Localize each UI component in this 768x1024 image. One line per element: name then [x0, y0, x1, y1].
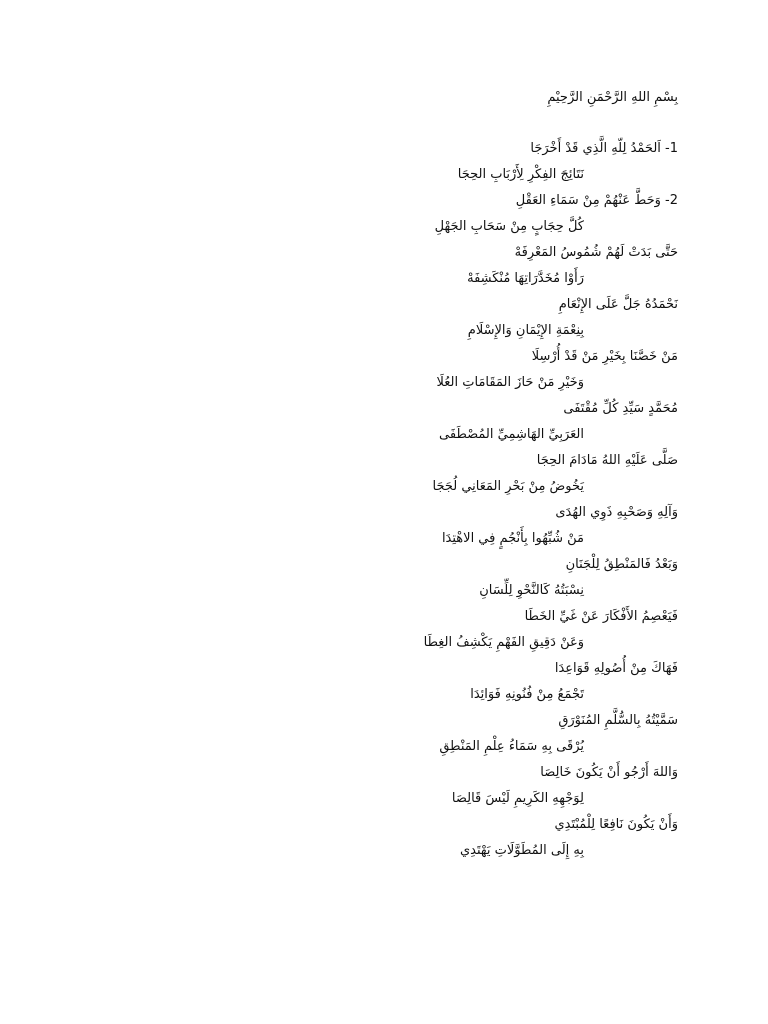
- verse-line-8: بِنِعْمَةِ الإِيْمَانِ وَالإِسْلَامِ: [467, 323, 584, 338]
- verse-line-6: رَأَوْا مُخَدَّرَاتِهَا مُنْكَشِفَهْ: [467, 271, 584, 286]
- basmala: بِسْمِ اللهِ الرَّحْمَنِ الرَّحِيْمِ: [547, 90, 678, 105]
- verse-line-26: لِوَجْهِهِ الكَرِيمِ لَيْسَ قَالِصَا: [451, 791, 584, 806]
- verse-line-15: وَآلِهِ وَصَحْبِهِ ذَوِي الهُدَى: [555, 505, 678, 520]
- verse-line-3: 2- وَحَطَّ عَنْهُمْ مِنْ سَمَاءِ العَقْلِ: [515, 193, 678, 208]
- verse-line-21: فَهَاكَ مِنْ أُصُولِهِ قَوَاعِدَا: [554, 661, 678, 676]
- verse-line-7: نَحْمَدُهُ جَلَّ عَلَى الإِنْعَامِ: [558, 297, 678, 312]
- verse-line-19: فَيَعْصِمُ الأَفْكَارَ عَنْ غَيِّ الخَطَا: [524, 609, 678, 624]
- verse-line-23: سَمَّيْتُهُ بِالسُّلَّمِ المُنَوْرَقِ: [558, 713, 678, 728]
- verse-line-4: كُلَّ حِجَابٍ مِنْ سَحَابِ الجَهْلِ: [434, 219, 584, 234]
- verse-line-16: مَنْ شُبِّهُوا بِأَنْجُمٍ فِي الاهْتِدَا: [441, 531, 584, 546]
- verse-line-18: نِسْبَتُهُ كَالنَّحْوِ لِلِّسَانِ: [479, 583, 584, 598]
- verse-line-10: وَخَيْرِ مَنْ حَازَ المَقَامَاتِ العُلَا: [436, 375, 584, 390]
- verse-line-9: مَنْ خَصَّنَا بِخَيْرِ مَنْ قَدْ أُرْسِلَا: [531, 349, 678, 364]
- verse-line-20: وَعَنْ دَقِيقِ الفَهْمِ يَكْشِفُ الغِطَا: [423, 635, 584, 650]
- verse-line-28: بِهِ إِلَى المُطَوَّلَاتِ يَهْتَدِي: [459, 843, 584, 858]
- verse-line-27: وَأَنْ يَكُونَ نَافِعًا لِلْمُبْتَدِي: [554, 817, 678, 832]
- verse-line-24: يُرْقَى بِهِ سَمَاءُ عِلْمِ المَنْطِقِ: [439, 739, 584, 754]
- verse-line-12: العَرَبِيِّ الهَاشِمِيِّ المُصْطَفَى: [439, 427, 584, 442]
- verse-line-11: مُحَمَّدٍ سَيِّدِ كُلِّ مُقْتَفَى: [563, 401, 678, 416]
- verse-line-1: 1- اَلحَمْدُ لِلّهِ الَّذِي قَدْ أَخْرَجَا: [530, 141, 678, 156]
- verse-line-22: تَجْمَعُ مِنْ فُنُونِهِ فَوَائِدَا: [470, 687, 584, 702]
- verse-line-2: نَتَائِجَ الفِكْرِ لِأَرْبَابِ الحِجَا: [457, 167, 584, 182]
- verse-line-13: صَلَّى عَلَيْهِ اللهُ مَادَامَ الحِجَا: [536, 453, 678, 468]
- verse-line-25: وَاللهَ أَرْجُو أَنْ يَكُونَ خَالِصَا: [540, 765, 678, 780]
- verse-line-5: حَتَّى بَدَتْ لَهُمْ شُمُوسُ المَعْرِفَهْ: [514, 245, 678, 260]
- verse-line-17: وَبَعْدُ فَالمَنْطِقُ لِلْجَنَانِ: [565, 557, 678, 572]
- verse-line-14: يَخُوضُ مِنْ بَحْرِ المَعَانِي لُجَجَا: [432, 479, 584, 494]
